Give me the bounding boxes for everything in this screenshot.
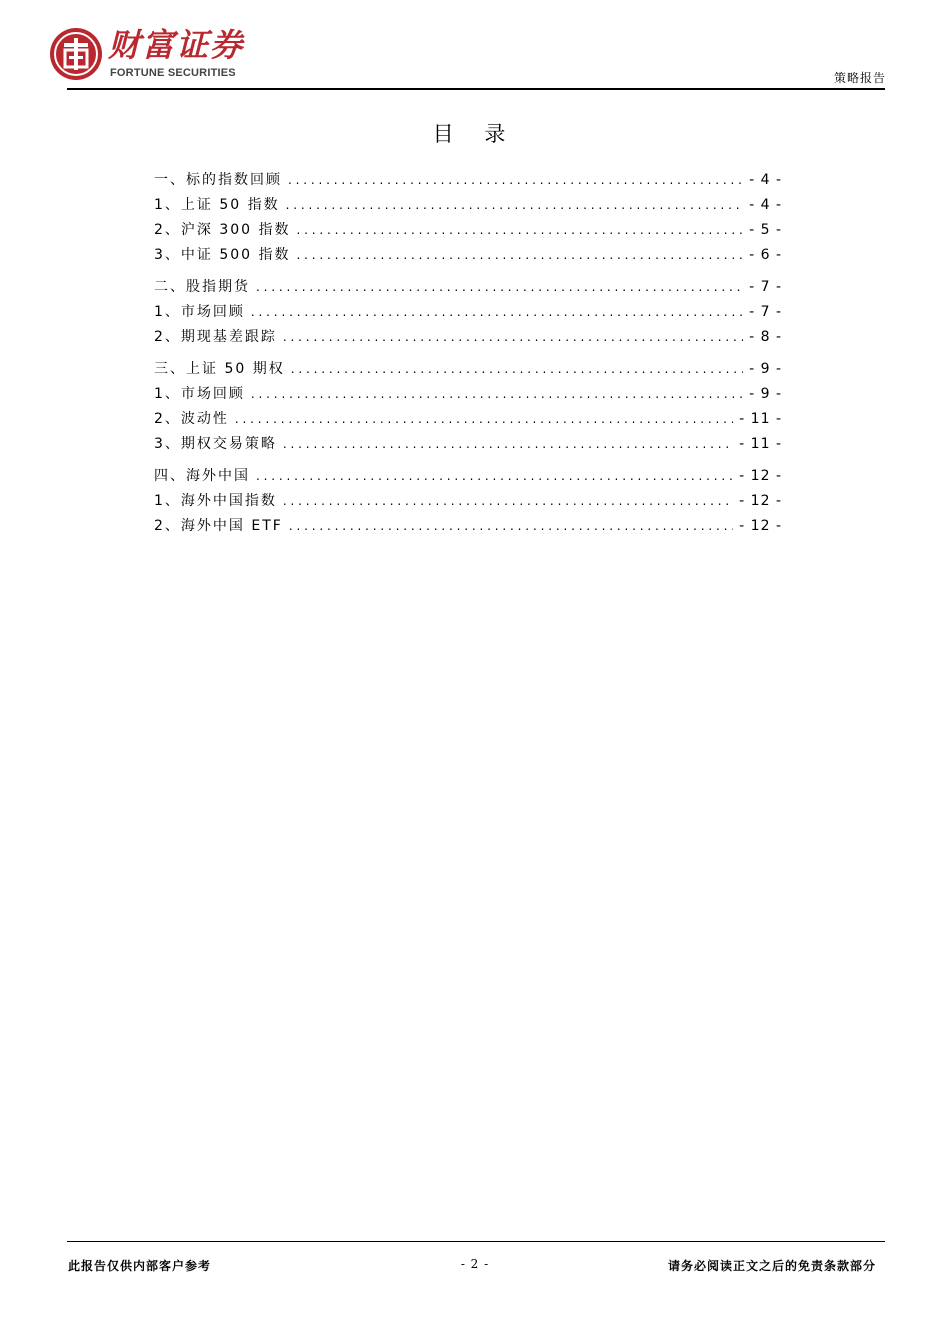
toc-entry-page: - 4 - (749, 197, 782, 213)
toc-entry-label: 2、期现基差跟踪 (154, 329, 277, 345)
fortune-logo-icon (48, 26, 104, 82)
toc-entry-page: - 8 - (749, 329, 782, 345)
toc-entry-page: - 12 - (739, 518, 782, 534)
toc-section-2 (154, 275, 782, 350)
page-header (48, 24, 886, 90)
toc-title: 目 录 (432, 122, 518, 146)
toc-entry[interactable] (154, 382, 782, 407)
toc-leader-dots (297, 218, 744, 243)
toc-leader-dots (256, 275, 743, 300)
footer-page-number: - 2 - (460, 1257, 490, 1271)
toc-leader-dots (251, 382, 743, 407)
toc-entry-page: - 12 - (739, 468, 782, 484)
toc-entry-page: - 12 - (739, 493, 782, 509)
logo-chinese-name: 财富证券 (108, 26, 245, 64)
toc-entry[interactable] (154, 243, 782, 268)
toc-entry-label: 1、上证 50 指数 (154, 197, 280, 213)
toc-entry[interactable] (154, 432, 782, 457)
toc-leader-dots (297, 243, 744, 268)
toc-entry-label: 1、海外中国指数 (154, 493, 277, 509)
toc-entry-page: - 7 - (749, 279, 782, 295)
toc-leader-dots (283, 325, 743, 350)
toc-entry-page: - 6 - (749, 247, 782, 263)
toc-entry-label: 四、海外中国 (154, 468, 250, 484)
toc-entry-label: 一、标的指数回顾 (154, 172, 282, 188)
toc-leader-dots (283, 489, 733, 514)
toc-entry-page: - 9 - (749, 386, 782, 402)
toc-entry[interactable] (154, 300, 782, 325)
toc-entry[interactable] (154, 218, 782, 243)
toc-entry-label: 1、市场回顾 (154, 304, 245, 320)
toc-entry[interactable] (154, 464, 782, 489)
toc-entry[interactable] (154, 489, 782, 514)
toc-leader-dots (289, 514, 733, 539)
toc-leader-dots (286, 193, 743, 218)
toc-entry-label: 2、沪深 300 指数 (154, 222, 291, 238)
toc-entry[interactable] (154, 193, 782, 218)
toc-entry-label: 2、波动性 (154, 411, 229, 427)
toc-entry-page: - 4 - (749, 172, 782, 188)
header-divider (67, 88, 885, 90)
toc-entry-page: - 5 - (749, 222, 782, 238)
toc-entry-page: - 9 - (749, 361, 782, 377)
toc-entry-label: 二、股指期货 (154, 279, 250, 295)
toc-section-4 (154, 464, 782, 539)
toc-entry[interactable] (154, 514, 782, 539)
toc-leader-dots (235, 407, 733, 432)
toc-entry-label: 三、上证 50 期权 (154, 361, 285, 377)
footer-divider (67, 1241, 885, 1242)
toc-entry-page: - 11 - (739, 436, 782, 452)
toc-entry-label: 1、市场回顾 (154, 386, 245, 402)
footer-disclaimer-left: 此报告仅供内部客户参考 (68, 1259, 212, 1273)
toc-entry-label: 3、中证 500 指数 (154, 247, 291, 263)
toc-section-3 (154, 357, 782, 457)
toc-entry-page: - 7 - (749, 304, 782, 320)
toc-entry[interactable] (154, 325, 782, 350)
toc-entry-label: 3、期权交易策略 (154, 436, 277, 452)
toc-section-1 (154, 168, 782, 268)
toc-leader-dots (256, 464, 733, 489)
toc-leader-dots (283, 432, 733, 457)
toc-entry[interactable] (154, 407, 782, 432)
toc-entry-page: - 11 - (739, 411, 782, 427)
table-of-contents (154, 168, 782, 546)
logo-english-name: FORTUNE SECURITIES (110, 67, 236, 79)
footer-disclaimer-right: 请务必阅读正文之后的免责条款部分 (667, 1259, 876, 1273)
toc-entry[interactable] (154, 275, 782, 300)
toc-entry[interactable] (154, 168, 782, 193)
toc-leader-dots (291, 357, 743, 382)
toc-leader-dots (251, 300, 743, 325)
toc-entry[interactable] (154, 357, 782, 382)
toc-entry-label: 2、海外中国 ETF (154, 518, 283, 534)
report-type-label: 策略报告 (833, 71, 886, 85)
toc-leader-dots (288, 168, 743, 193)
